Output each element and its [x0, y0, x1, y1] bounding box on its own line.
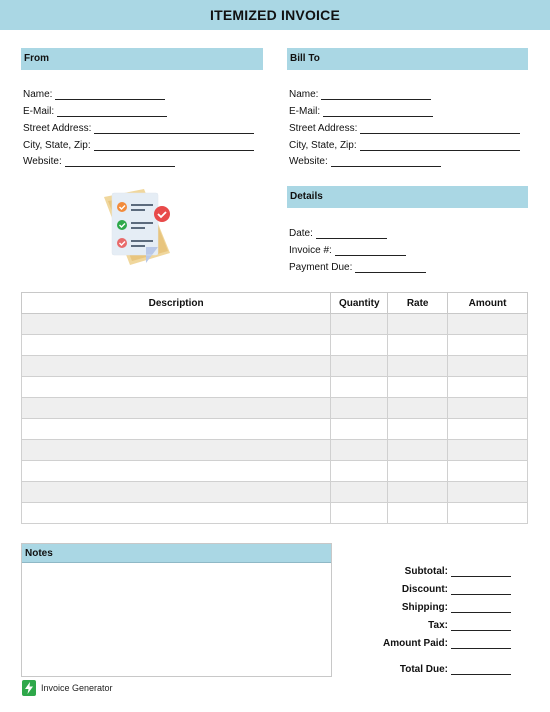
description-cell[interactable]: [22, 440, 331, 461]
brand-name: Invoice Generator: [41, 683, 113, 693]
bill-to-street-field[interactable]: Street Address:: [289, 122, 520, 134]
from-heading: From: [21, 48, 263, 70]
from-website-field[interactable]: Website:: [23, 155, 175, 167]
amount-cell[interactable]: [448, 503, 528, 524]
notes-box[interactable]: [21, 543, 332, 677]
quantity-cell[interactable]: [331, 503, 388, 524]
table-row: [22, 503, 528, 524]
amount-paid-field[interactable]: Amount Paid:: [383, 637, 511, 649]
amount-cell[interactable]: [448, 440, 528, 461]
tax-field[interactable]: Tax:: [428, 619, 511, 631]
total-due-field[interactable]: Total Due:: [400, 663, 511, 675]
table-row: [22, 440, 528, 461]
rate-cell[interactable]: [388, 440, 448, 461]
page-title: ITEMIZED INVOICE: [210, 7, 340, 23]
lightning-icon: [22, 680, 36, 696]
payment-due-field[interactable]: Payment Due:: [289, 261, 426, 273]
description-header: Description: [22, 293, 331, 314]
description-cell[interactable]: [22, 335, 331, 356]
rate-cell[interactable]: [388, 356, 448, 377]
bill-to-email-field[interactable]: E-Mail:: [289, 105, 433, 117]
table-row: [22, 335, 528, 356]
bill-to-website-field[interactable]: Website:: [289, 155, 441, 167]
table-row: [22, 356, 528, 377]
brand-footer[interactable]: [22, 680, 113, 696]
table-row: [22, 314, 528, 335]
amount-cell[interactable]: [448, 461, 528, 482]
description-cell[interactable]: [22, 461, 331, 482]
subtotal-field[interactable]: Subtotal:: [405, 565, 511, 577]
bill-to-heading: Bill To: [287, 48, 528, 70]
notes-heading: Notes: [22, 544, 331, 563]
from-email-field[interactable]: E-Mail:: [23, 105, 167, 117]
table-row: [22, 461, 528, 482]
from-city-field[interactable]: City, State, Zip:: [23, 139, 254, 151]
title-bar: [0, 0, 550, 30]
from-street-field[interactable]: Street Address:: [23, 122, 254, 134]
checklist-icon: [98, 187, 178, 269]
amount-cell[interactable]: [448, 377, 528, 398]
quantity-cell[interactable]: [331, 461, 388, 482]
invoice-number-field[interactable]: Invoice #:: [289, 244, 406, 256]
amount-cell[interactable]: [448, 482, 528, 503]
quantity-cell[interactable]: [331, 335, 388, 356]
quantity-cell[interactable]: [331, 314, 388, 335]
description-cell[interactable]: [22, 377, 331, 398]
amount-cell[interactable]: [448, 356, 528, 377]
amount-cell[interactable]: [448, 398, 528, 419]
table-row: [22, 419, 528, 440]
table-row: [22, 398, 528, 419]
rate-cell[interactable]: [388, 419, 448, 440]
description-cell[interactable]: [22, 419, 331, 440]
description-cell[interactable]: [22, 503, 331, 524]
amount-header: Amount: [448, 293, 528, 314]
quantity-cell[interactable]: [331, 482, 388, 503]
description-cell[interactable]: [22, 356, 331, 377]
quantity-header: Quantity: [331, 293, 388, 314]
rate-cell[interactable]: [388, 482, 448, 503]
bill-to-name-field[interactable]: Name:: [289, 88, 431, 100]
amount-cell[interactable]: [448, 335, 528, 356]
amount-cell[interactable]: [448, 419, 528, 440]
rate-cell[interactable]: [388, 335, 448, 356]
rate-header: Rate: [388, 293, 448, 314]
table-header-row: [22, 293, 528, 314]
description-cell[interactable]: [22, 398, 331, 419]
quantity-cell[interactable]: [331, 377, 388, 398]
rate-cell[interactable]: [388, 377, 448, 398]
rate-cell[interactable]: [388, 503, 448, 524]
rate-cell[interactable]: [388, 314, 448, 335]
quantity-cell[interactable]: [331, 419, 388, 440]
rate-cell[interactable]: [388, 461, 448, 482]
amount-cell[interactable]: [448, 314, 528, 335]
bill-to-city-field[interactable]: City, State, Zip:: [289, 139, 520, 151]
table-row: [22, 482, 528, 503]
quantity-cell[interactable]: [331, 356, 388, 377]
from-name-field[interactable]: Name:: [23, 88, 165, 100]
details-heading: Details: [287, 186, 528, 208]
date-field[interactable]: Date:: [289, 227, 387, 239]
discount-field[interactable]: Discount:: [402, 583, 511, 595]
quantity-cell[interactable]: [331, 398, 388, 419]
items-table: [21, 292, 528, 524]
rate-cell[interactable]: [388, 398, 448, 419]
table-row: [22, 377, 528, 398]
description-cell[interactable]: [22, 482, 331, 503]
quantity-cell[interactable]: [331, 440, 388, 461]
description-cell[interactable]: [22, 314, 331, 335]
shipping-field[interactable]: Shipping:: [402, 601, 511, 613]
